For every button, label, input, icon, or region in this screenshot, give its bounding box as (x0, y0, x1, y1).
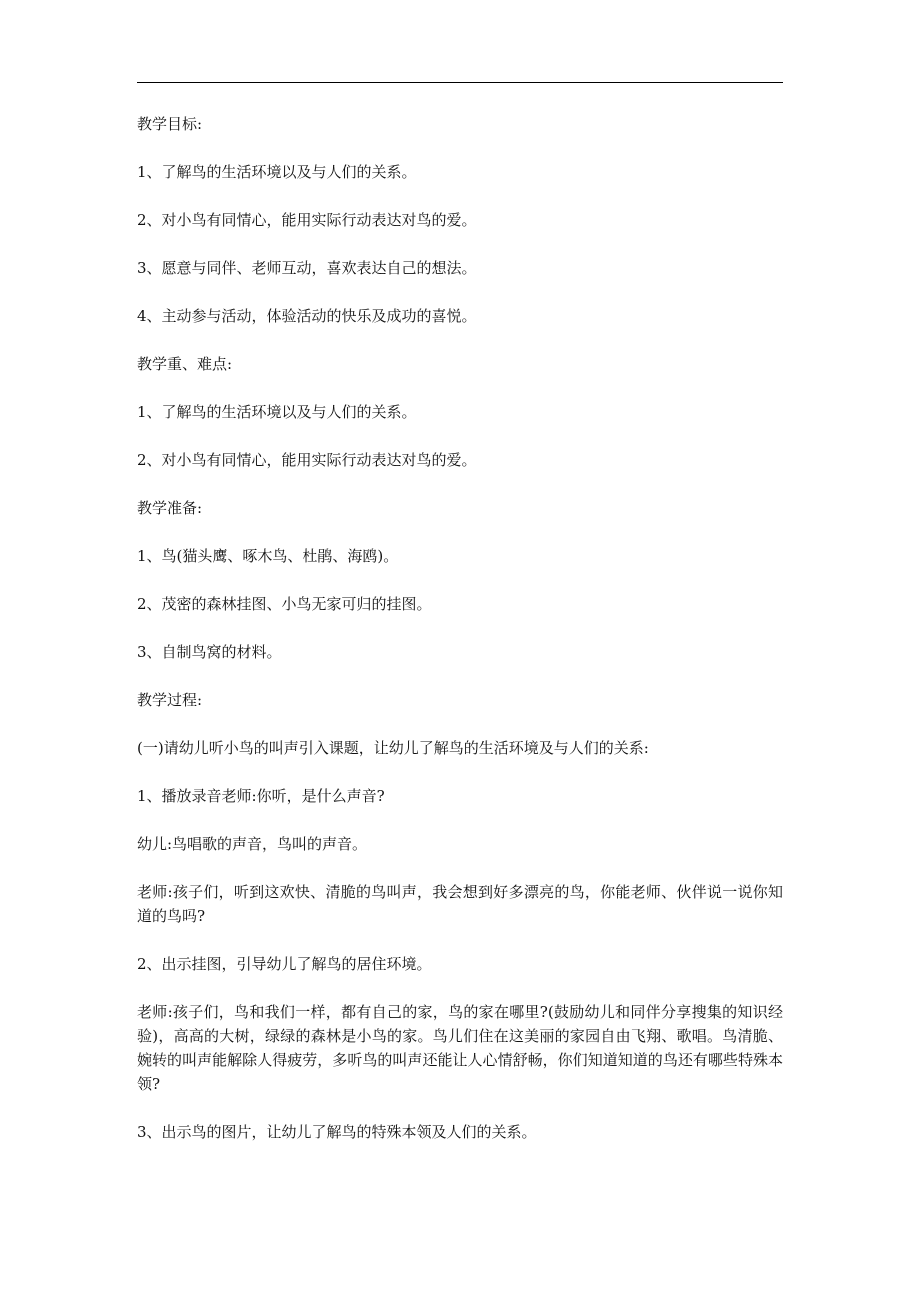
goal-item-1: 1、了解鸟的生活环境以及与人们的关系。 (137, 163, 417, 181)
process-item-3: 3、出示鸟的图片，让幼儿了解鸟的特殊本领及人们的关系。 (137, 1123, 537, 1141)
dialogue-child: 幼儿:鸟唱歌的声音，鸟叫的声音。 (137, 835, 368, 853)
header-rule (137, 82, 783, 83)
process-step-1-intro: (一)请幼儿听小鸟的叫声引入课题，让幼儿了解鸟的生活环境及与人们的关系: (137, 739, 649, 757)
process-item-2: 2、出示挂图，引导幼儿了解鸟的居住环境。 (137, 955, 432, 973)
key-point-item-2: 2、对小鸟有同情心，能用实际行动表达对鸟的爱。 (137, 451, 477, 469)
section-heading-goals: 教学目标: (137, 115, 203, 133)
process-item-1: 1、播放录音老师:你听，是什么声音? (137, 787, 385, 805)
dialogue-teacher-2: 老师:孩子们，鸟和我们一样，都有自己的家，鸟的家在哪里?(鼓励幼儿和同伴分享搜集的知识经验)，高高的大树，绿绿的森林是小鸟的家。鸟儿们住在这美丽的家园自由飞翔、歌唱。鸟清脆、婉转的叫声能解除人得疲劳，多听鸟的叫声还能让人心情舒畅，你们知道知道的鸟还有哪些特殊本领? (137, 1003, 783, 1093)
key-point-item-1: 1、了解鸟的生活环境以及与人们的关系。 (137, 403, 417, 421)
preparation-item-3: 3、自制鸟窝的材料。 (137, 643, 282, 661)
preparation-item-1: 1、鸟(猫头鹰、啄木鸟、杜鹃、海鸥)。 (137, 547, 399, 565)
dialogue-teacher-1: 老师:孩子们，听到这欢快、清脆的鸟叫声，我会想到好多漂亮的鸟，你能老师、伙伴说一说你知道的鸟吗? (137, 883, 783, 925)
section-heading-preparation: 教学准备: (137, 499, 203, 517)
section-heading-process: 教学过程: (137, 691, 203, 709)
goal-item-3: 3、愿意与同伴、老师互动，喜欢表达自己的想法。 (137, 259, 477, 277)
preparation-item-2: 2、茂密的森林挂图、小鸟无家可归的挂图。 (137, 595, 432, 613)
goal-item-4: 4、主动参与活动，体验活动的快乐及成功的喜悦。 (137, 307, 477, 325)
section-heading-key-points: 教学重、难点: (137, 355, 233, 373)
document-body (137, 112, 783, 1168)
goal-item-2: 2、对小鸟有同情心，能用实际行动表达对鸟的爱。 (137, 211, 477, 229)
